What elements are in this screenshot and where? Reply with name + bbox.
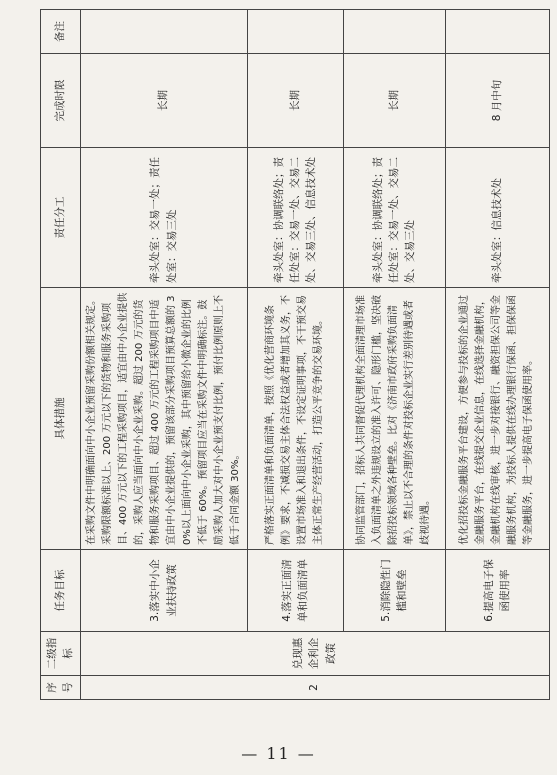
group-seq-cell: 2 [80, 676, 549, 700]
goal-cell: 5.消除隐性门槛和壁垒 [343, 550, 445, 632]
header-goal: 任务目标 [41, 550, 81, 632]
header-duty: 责任分工 [41, 148, 81, 288]
task-table [40, 9, 550, 700]
table-row [247, 10, 343, 700]
header-seq: 序号 [41, 676, 81, 700]
goal-cell: 6.提高电子保函使用率 [445, 550, 549, 632]
table-row [445, 10, 549, 700]
header-note: 备注 [41, 10, 81, 54]
measures-cell: 优化招投标金融服务平台建设，方便参与投标的企业通过金融服务平台，在线提交企业信息，在线选择金融机构，金融机构在线审核，进一步对接银行、融资担保公司等金融服务机构，为投标人提供在线办理银行保函、担保保函等金融服务，进一步提高电子保函使用率。 [445, 288, 549, 550]
deadline-cell: 8 月中旬 [445, 54, 549, 148]
deadline-cell: 长期 [247, 54, 343, 148]
table-row [343, 10, 445, 700]
duty-cell: 牵头处室：信息技术处 [445, 148, 549, 288]
page-number: — 11 — [241, 744, 316, 763]
duty-cell: 牵头处室：协调联络处；责任处室：交易一处、交易二处、交易三处 [343, 148, 445, 288]
note-cell [445, 10, 549, 54]
header-level2: 二级指标 [41, 632, 81, 676]
measures-cell: 协同监管部门，招标人共同督促代理机构全面清理市场准入负面清单之外违规设立的准入许可、隐形门槛，坚决破除招投标领域各种壁垒。比对《济南市政府采购负面清单》，禁止以不合理的条件对投标企业实行差别待遇或者歧视待遇。 [343, 288, 445, 550]
deadline-cell: 长期 [80, 54, 247, 148]
deadline-cell: 长期 [343, 54, 445, 148]
measures-cell: 严格落实正面清单和负面清单，按照《优化营商环境条例》要求，不减损交易主体合法权益或者增加其义务，不设置市场准入和退出条件，不设定证明事项，不干预交易主体正常生产经营活动，打造公平竞争的交易环境。 [247, 288, 343, 550]
duty-cell: 牵头处室：协调联络处；责任处室：交易一处、交易二处、交易三处、信息技术处 [247, 148, 343, 288]
goal-cell: 3.落实中小企业扶持政策 [80, 550, 247, 632]
table-header-row [41, 10, 81, 700]
rotated-table-stage [40, 10, 540, 700]
table-row [80, 10, 247, 700]
duty-cell: 牵头处室：交易一处；责任处室：交易三处 [80, 148, 247, 288]
goal-cell: 4.落实正面清单和负面清单 [247, 550, 343, 632]
note-cell [343, 10, 445, 54]
header-measures: 具体措施 [41, 288, 81, 550]
note-cell [247, 10, 343, 54]
note-cell [80, 10, 247, 54]
group-level2-cell: 兑现惠企利企政策 [80, 632, 549, 676]
measures-cell: 在采购文件中明确面向中小企业预留采购份额相关规定。采购限额标准以上、200 万元以下的货物和服务采购项目、400 万元以下的工程采购项目，适宜由中小企业提供的，采购人应当面向中小企业采购。超过 200 万元的货物和服务采购项目、超过 400 万元的工程采购项目中适宜由中小企业提供的，预留该部分采购项目预算总额的 30%以上面向中小企业采购，其中预留给小微企业的比例不低于 60%。预留项目应当在采购文件中明确标注。鼓励采购人加大对中小企业预支付比例，预付比例原则上不低于合同金额 30%。 [80, 288, 247, 550]
header-deadline: 完成时限 [41, 54, 81, 148]
